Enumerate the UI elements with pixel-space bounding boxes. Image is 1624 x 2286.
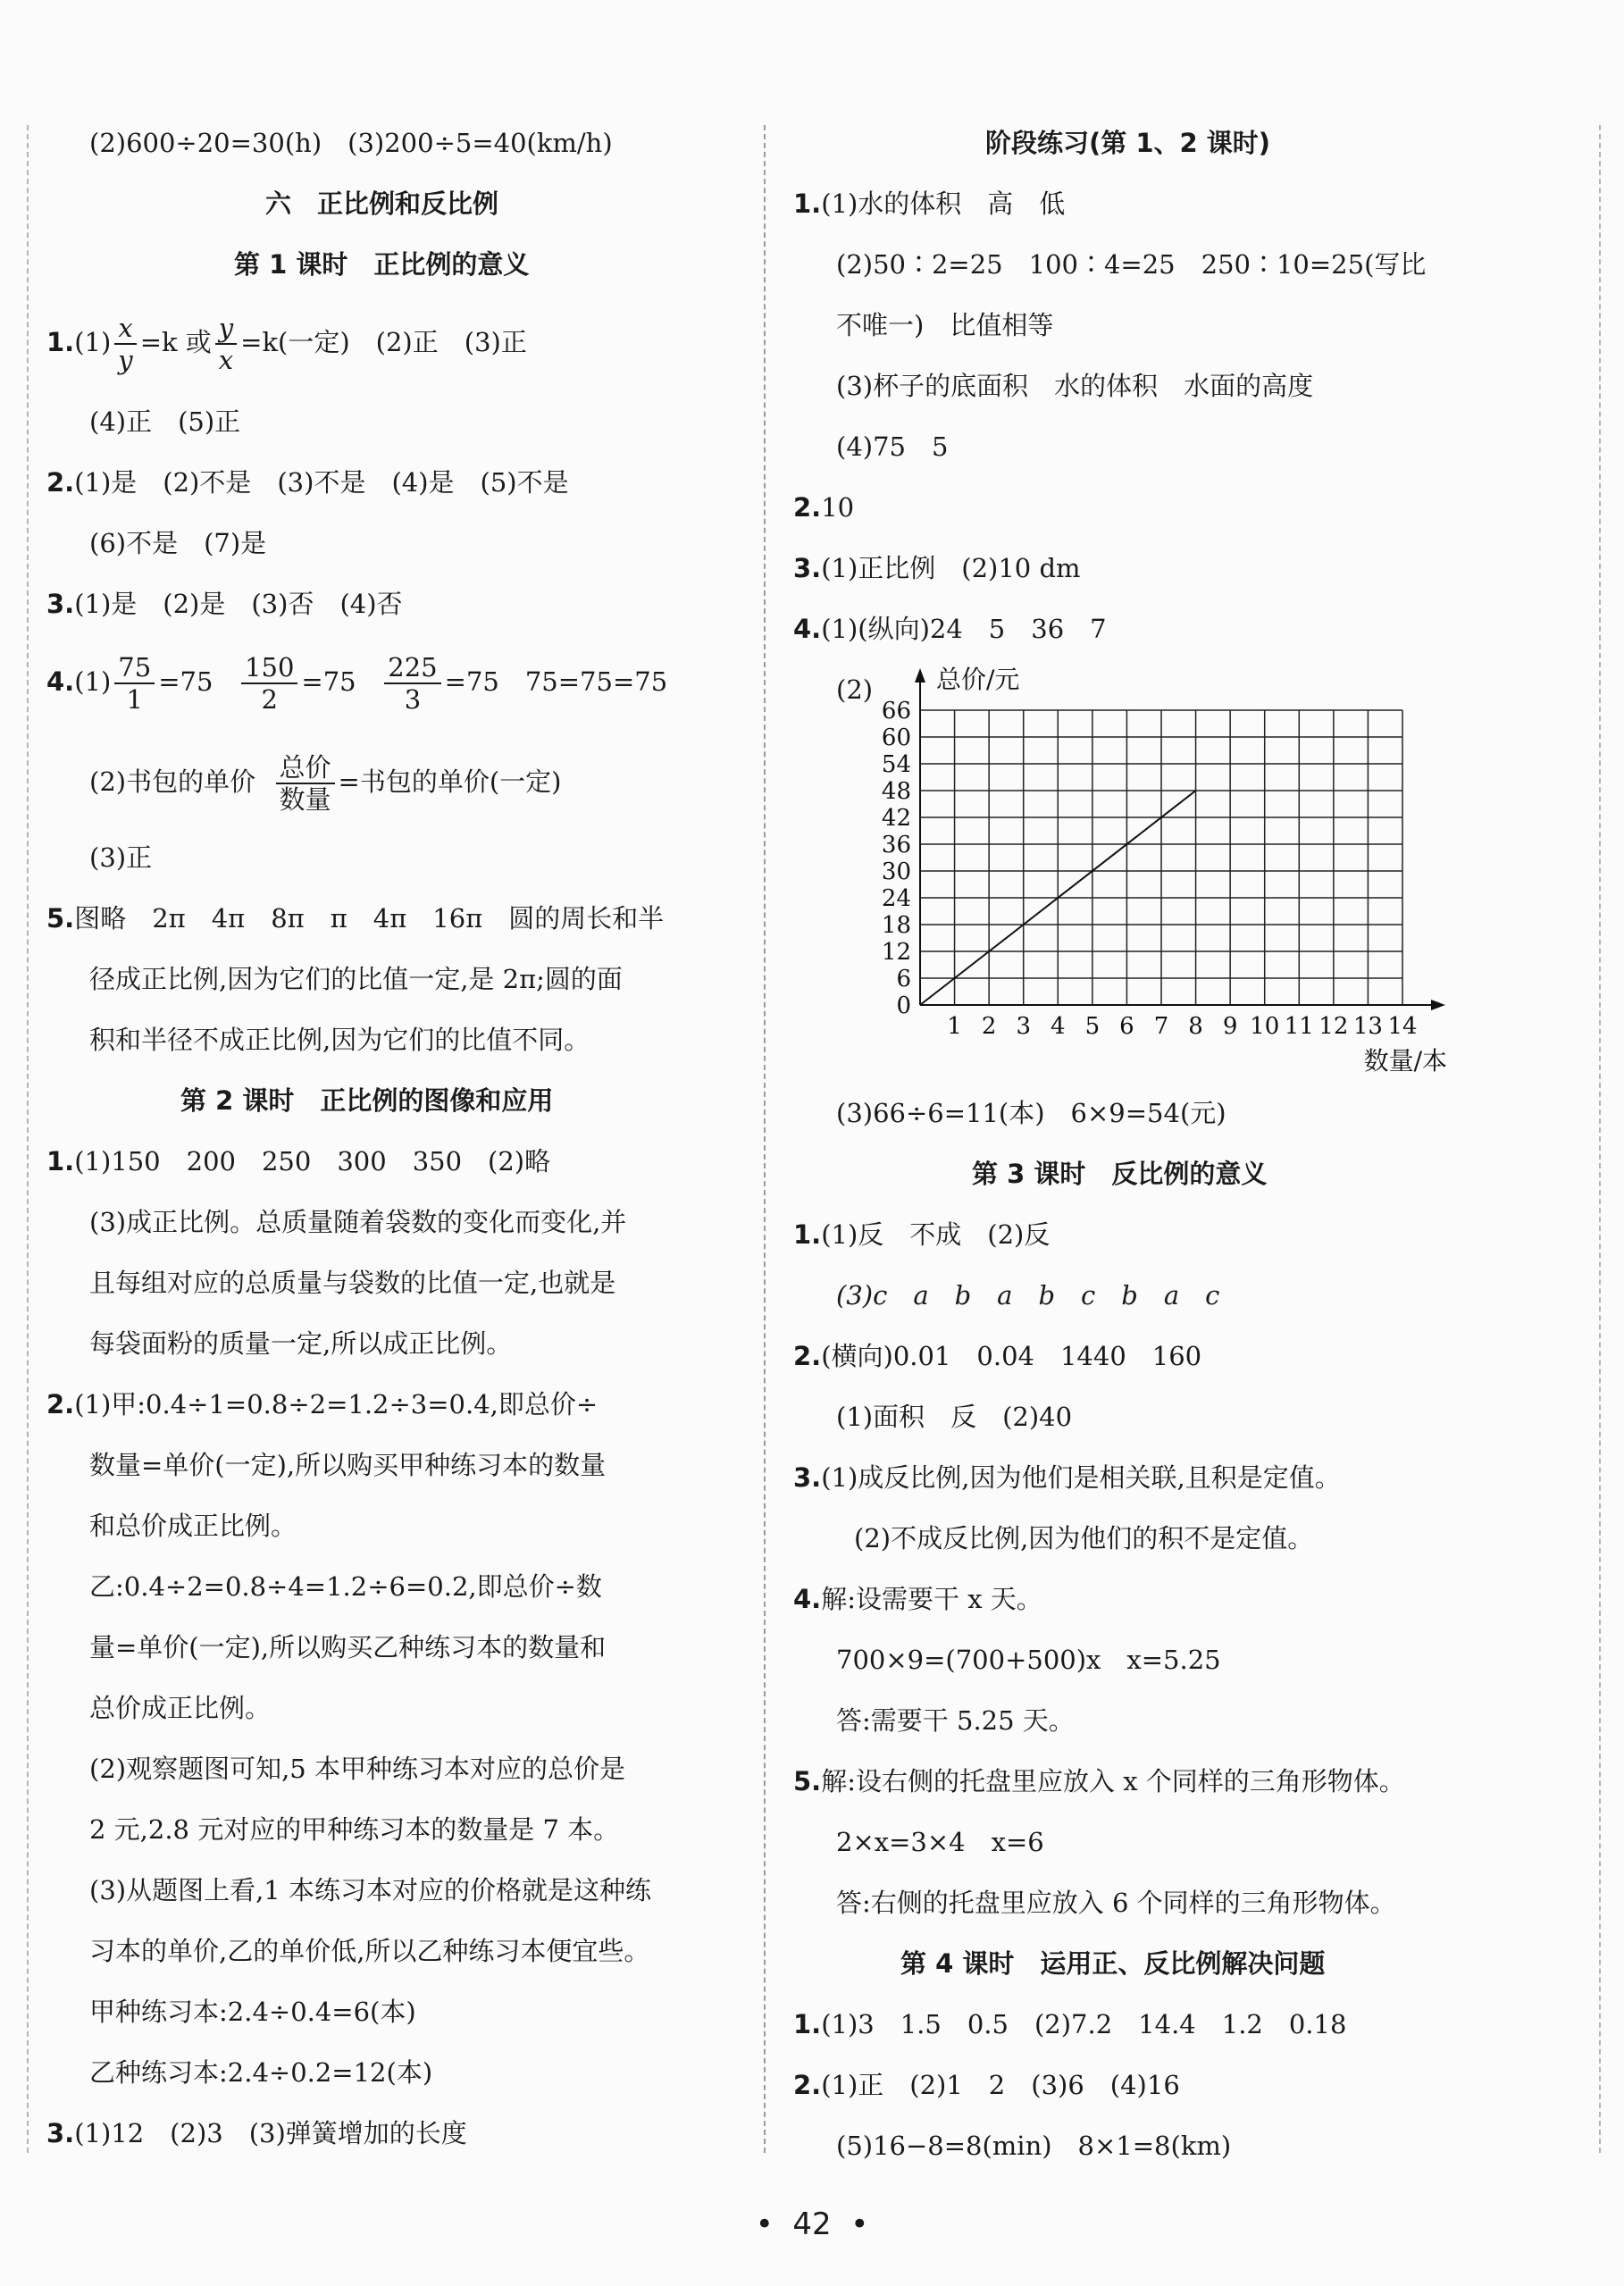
price-quantity-chart [826,661,1469,1072]
column-divider [764,125,766,2153]
stage-question-4 [793,611,1107,647]
numerator: y [218,313,234,343]
answer-line: (2)不成反比例,因为他们的积不是定值。 [854,1523,1314,1553]
question-number: 2. [793,2070,822,2100]
question-3 [46,586,403,622]
numerator: 75 [114,652,155,684]
lesson3-question-3 [793,1460,1341,1495]
x-tick-label: 9 [1222,1013,1238,1040]
x-tick-label: 5 [1084,1013,1101,1040]
answer-line: (3)杯子的底面积 水的体积 水面的高度 [836,371,1314,401]
answer-text: (1)3 1.5 0.5 (2)7.2 14.4 1.2 0.18 [821,2009,1347,2039]
answer-line: 甲种练习本:2.4÷0.4=6(本) [89,1997,416,2027]
practice-1 [46,1143,550,1179]
y-axis-arrow [915,668,925,682]
x-axis-arrow [1431,1000,1445,1010]
numerator: x [118,313,133,343]
answer-line: 积和半径不成正比例,因为它们的比值不同。 [89,1025,590,1055]
denominator: 1 [126,684,143,715]
x-tick-label: 3 [1016,1013,1031,1040]
answer-text: =75 [301,666,356,697]
question-number: 3. [46,589,75,619]
answer-text: 解:设右侧的托盘里应放入 x 个同样的三角形物体。 [821,1766,1405,1796]
y-tick-label: 18 [881,912,911,939]
y-tick-label: 6 [896,966,911,992]
y-tick-label: 54 [881,751,911,778]
answer-text: (2)书包的单价 [89,766,256,797]
answer-line: 答:右侧的托盘里应放入 6 个同样的三角形物体。 [836,1888,1396,1918]
x-tick-label: 8 [1188,1013,1203,1040]
question-number: 1. [46,1146,75,1176]
answer-text: (1)12 (2)3 (3)弹簧增加的长度 [74,2118,467,2148]
fraction-y-over-x [215,313,237,375]
answer-text: 图略 2π 4π 8π π 4π 16π 圆的周长和半 [74,903,665,934]
question-number: 1. [793,2009,822,2039]
lesson-2-title: 第 2 课时 正比例的图像和应用 [180,1085,554,1116]
answer-line: (3)c a b a b c b a c [836,1280,1220,1310]
question-number: 1. [793,1219,822,1250]
y-axis-label: 总价/元 [936,665,1020,694]
numerator: 225 [384,652,440,684]
question-number: 2. [793,1341,822,1371]
question-number: 2. [793,492,822,523]
answer-line: (3)正 [89,842,153,873]
answer-text: (横向)0.01 0.04 1440 160 [821,1341,1202,1371]
answer-line: 量=单价(一定),所以购买乙种练习本的数量和 [89,1632,607,1662]
stage-question-2 [793,490,854,525]
question-5 [46,900,664,936]
answer-text: (1)150 200 250 300 350 (2)略 [74,1146,551,1176]
question-number: 2. [46,467,75,498]
y-tick-label: 48 [881,778,911,805]
lesson-4-title: 第 4 课时 运用正、反比例解决问题 [900,1948,1326,1979]
x-tick-label: 4 [1051,1013,1066,1040]
x-axis-label: 数量/本 [1363,1046,1447,1072]
answer-text: 解:设需要干 x 天。 [821,1584,1042,1614]
practice-3 [46,2115,467,2151]
answer-text: (1)正 (2)1 2 (3)6 (4)16 [821,2070,1180,2100]
denominator: 2 [261,684,278,715]
x-tick-label: 10 [1250,1013,1280,1040]
question-number: 4. [793,1584,822,1614]
lesson4-question-1 [793,2006,1346,2042]
answer-line: 且每组对应的总质量与袋数的比值一定,也就是 [89,1268,616,1298]
x-tick-label: 1 [947,1013,962,1040]
answer-text: =书包的单价(一定) [338,766,562,797]
y-tick-label: 66 [881,698,911,724]
x-tick-label: 12 [1318,1013,1349,1040]
answer-line: 700×9=(700+500)x x=5.25 [836,1645,1221,1675]
lesson-3-title: 第 3 课时 反比例的意义 [972,1159,1268,1189]
origin-label: 0 [896,992,911,1019]
left-margin-rule [27,125,29,2153]
answer-text: (1) [74,327,112,357]
question-1 [46,313,527,375]
denominator: x [218,345,234,375]
question-number: 4. [46,666,75,697]
lesson-1-title: 第 1 课时 正比例的意义 [234,249,530,280]
fraction [384,652,440,715]
answer-line: 径成正比例,因为它们的比值一定,是 2π;圆的面 [89,964,623,994]
answer-line: 乙种练习本:2.4÷0.2=12(本) [89,2057,433,2088]
y-tick-label: 36 [881,832,911,858]
answer-text: (1) [74,666,112,697]
answer-text: (1)(纵向)24 5 36 7 [821,614,1107,644]
fraction-x-over-y [114,313,136,375]
numerator: 150 [241,652,297,684]
page-number: • 42 • [755,2206,869,2242]
question-number: 5. [46,903,75,934]
question-4 [46,652,667,715]
lesson3-question-5 [793,1763,1405,1799]
answer-text: 10 [821,492,855,523]
answer-text: (1)是 (2)不是 (3)不是 (4)是 (5)不是 [74,467,569,498]
denominator: y [118,345,133,375]
numerator: 总价 [276,752,335,784]
question-number: 3. [793,553,822,583]
answer-text: (1)是 (2)是 (3)否 (4)否 [74,589,403,619]
right-margin-rule [1599,125,1601,2153]
lesson3-question-4 [793,1581,1042,1617]
answer-line: 乙:0.4÷2=0.8÷4=1.2÷6=0.2,即总价÷数 [89,1571,602,1602]
answer-text: =k(一定) (2)正 (3)正 [240,327,527,357]
answer-line: (4)正 (5)正 [89,406,241,437]
question-number: 2. [46,1389,75,1419]
answer-line: 数量=单价(一定),所以购买甲种练习本的数量 [89,1450,607,1480]
answer-text: (1)水的体积 高 低 [821,188,1066,219]
answer-line: (2) [836,674,874,705]
answer-line: (3)成正比例。总质量随着袋数的变化而变化,并 [89,1207,627,1237]
answer-line: 和总价成正比例。 [89,1511,297,1541]
answer-line: 2×x=3×4 x=6 [836,1827,1044,1857]
answer-text: =75 75=75=75 [444,666,668,697]
stage-question-3 [793,550,1081,586]
answer-line: 答:需要干 5.25 天。 [836,1705,1075,1736]
answer-text: =k 或 [139,327,212,357]
answer-text: (1)成反比例,因为他们是相关联,且积是定值。 [821,1462,1341,1493]
practice-2 [46,1386,598,1422]
answer-line: 总价成正比例。 [89,1693,272,1723]
question-number: 5. [793,1766,822,1796]
answer-line [46,752,561,815]
question-number: 3. [46,2118,75,2148]
x-tick-label: 11 [1284,1013,1314,1040]
question-number: 4. [793,614,822,644]
answer-line: 每袋面粉的质量一定,所以成正比例。 [89,1328,513,1359]
fraction [114,652,155,715]
question-2 [46,465,569,500]
denominator: 3 [404,684,422,715]
stage-practice-title: 阶段练习(第 1、2 课时) [985,128,1271,158]
answer-line: (5)16−8=8(min) 8×1=8(km) [836,2131,1232,2161]
x-tick-label: 14 [1387,1013,1418,1040]
y-tick-label: 30 [881,858,911,885]
question-number: 3. [793,1462,822,1493]
answer-text: (1)甲:0.4÷1=0.8÷2=1.2÷3=0.4,即总价÷ [74,1389,599,1419]
answer-text: (1)反 不成 (2)反 [821,1219,1051,1250]
answer-text: (1)正比例 (2)10 dm [821,553,1081,583]
answer-text: =75 [158,666,213,697]
fraction-total-over-quantity [276,752,335,815]
answer-line: (2)600÷20=30(h) (3)200÷5=40(km/h) [89,128,613,158]
section-title: 六 正比例和反比例 [265,188,499,219]
x-tick-label: 2 [981,1013,997,1040]
answer-line: 2 元,2.8 元对应的甲种练习本的数量是 7 本。 [89,1814,620,1845]
page-number-value: 42 [792,2206,832,2242]
y-tick-label: 42 [881,805,911,832]
answer-line: (4)75 5 [836,431,949,462]
x-tick-label: 13 [1352,1013,1383,1040]
question-number: 1. [793,188,822,219]
answer-line: (2)50∶2=25 100∶4=25 250∶10=25(写比 [836,249,1427,280]
answer-line: (3)66÷6=11(本) 6×9=54(元) [836,1098,1226,1128]
lesson3-question-1 [793,1217,1050,1252]
answer-line: 不唯一) 比值相等 [836,310,1054,340]
y-tick-label: 12 [881,939,911,966]
lesson4-question-2 [793,2067,1180,2103]
x-tick-label: 6 [1119,1013,1134,1040]
answer-line: (2)观察题图可知,5 本甲种练习本对应的总价是 [89,1754,625,1784]
y-tick-label: 24 [881,885,911,912]
denominator: 数量 [279,784,331,815]
question-number: 1. [46,327,75,357]
x-tick-label: 7 [1153,1013,1169,1040]
lesson3-question-2 [793,1338,1201,1374]
stage-question-1 [793,186,1065,222]
answer-line: (3)从题图上看,1 本练习本对应的价格就是这种练 [89,1875,651,1905]
y-tick-label: 60 [881,724,911,751]
answer-line: 习本的单价,乙的单价低,所以乙种练习本便宜些。 [89,1936,650,1966]
answer-line: (1)面积 反 (2)40 [836,1402,1073,1432]
answer-line: (6)不是 (7)是 [89,528,267,558]
fraction [241,652,297,715]
